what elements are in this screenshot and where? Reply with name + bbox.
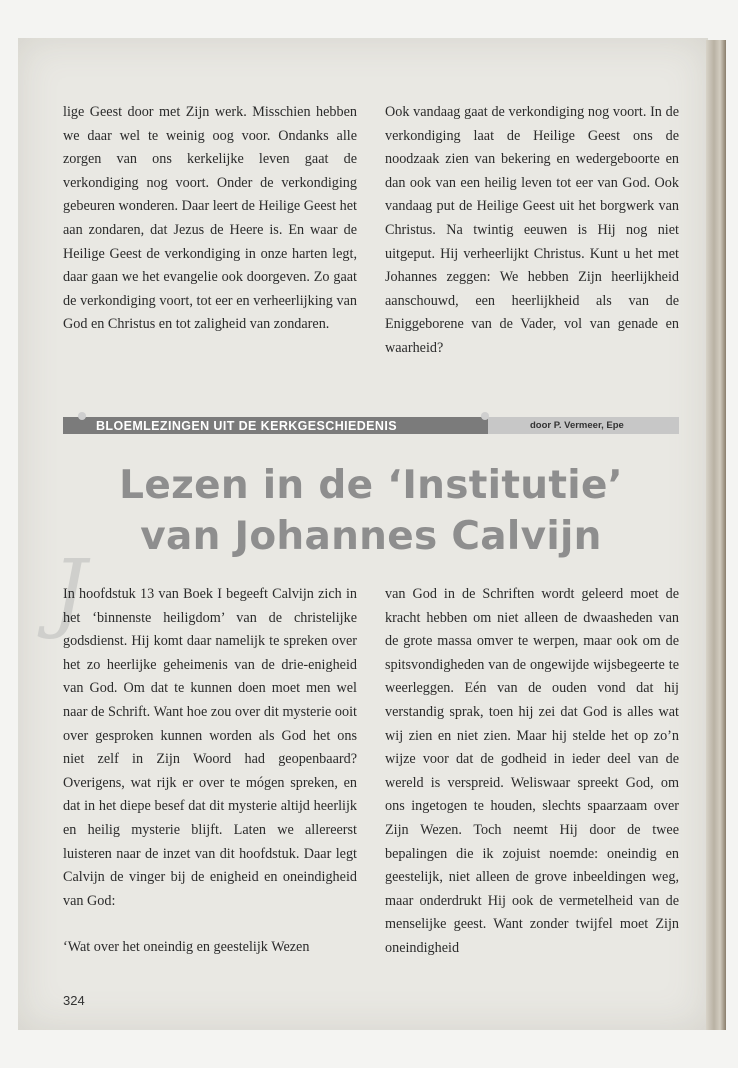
article-headline	[63, 460, 679, 562]
top-left-column	[63, 101, 357, 337]
top-right-column	[385, 101, 679, 361]
author-byline: door P. Vermeer, Epe	[530, 420, 624, 431]
body-right-column	[385, 583, 679, 961]
bullet-icon	[78, 412, 86, 420]
bullet-icon	[481, 412, 489, 420]
book-spine-edge	[706, 40, 726, 1030]
paragraph: Ook vandaag gaat de verkondiging nog voort. In de verkondiging laat de Heilige Geest ons de noodzaak zien van bekering en wedergeboorte en dan ook van een heilig leven tot eer van God. Ook vandaag put de Heilige Geest uit het borgwerk van Christus. Na twintig eeuwen is Hij nog niet uitgeput. Hij verheerlijkt Christus. Kunt u het met Johannes zeggen: We hebben Zijn heerlijkheid aanschouwd, een heerlijkheid als van de Eniggeborene van de Vader, vol van genade en waarheid?	[385, 104, 679, 356]
paragraph: ‘Wat over het oneindig en geestelijk Wezen	[63, 939, 310, 956]
body-left-column	[63, 583, 357, 960]
paragraph: In hoofdstuk 13 van Boek I begeeft Calvijn zich in het ‘binnenste heiligdom’ van de christelijke godsdienst. Hij komt daar namelijk te spreken over het zo heerlijke geheimenis van de drie-enigheid van God. Om dat te kunnen doen moet men wel naar de Schrift. Want hoe zou over dit mysterie ooit over gesproken kunnen worden als God het ons niet zelf in Zijn Woord had geopenbaard? Overigens, wat rijk er over te mógen spreken, en dat in het diepe besef dat dit mysterie altijd heerlijk en heilig mysterie blijft. Laten we allereerst luisteren naar de inzet van dit hoofdstuk. Daar legt Calvijn de vinger bij de enigheid en oneindigheid van God:	[63, 586, 357, 909]
headline-line-2: van Johannes Calvijn	[140, 514, 602, 559]
page-number: 324	[63, 993, 85, 1008]
paragraph: van God in de Schriften wordt geleerd moet de kracht hebben om niet alleen de dwaasheden van de grote massa omver te werpen, maar ook om de spitsvondigheden van de ongewijde wijsbegeerte te weerleggen. Eén van de ouden vond dat hij verstandig sprak, toen hij zei dat God is alles wat wij zien en niet zien. Maar hij stelde het op zo’n wijze voor dat de godheid in ieder deel van de wereld is verspreid. Weliswaar spreekt God, om ons ingetogen te houden, slechts spaarzaam over Zijn Wezen. Toch neemt Hij door de twee bepalingen die ik zojuist noemde: oneindig en geestelijk, niet alleen de grove inbeeldingen weg, maar onderdrukt Hij ook de vermetelheid van de menselijke geest. Want zonder twijfel moet Zijn oneindigheid	[385, 586, 679, 956]
headline-line-1: Lezen in de ‘Institutie’	[119, 463, 623, 508]
section-banner	[63, 417, 679, 434]
section-banner-author-bar	[488, 417, 679, 434]
section-title: BLOEMLEZINGEN UIT DE KERKGESCHIEDENIS	[96, 418, 397, 433]
paragraph: lige Geest door met Zijn werk. Misschien hebben we daar wel te weinig oog voor. Ondanks alle zorgen van ons kerkelijke leven gaat de verkondiging nog voort. Onder de verkondiging gebeuren wonderen. Daar leert de Heilige Geest het aan zondaren, dat Jezus de Heere is. En waar de Heilige Geest de verkondiging in onze harten legt, daar gaan we het evangelie ook doorgeven. Zo gaat de verkondiging voort, tot eer en verheerlijking van God en Christus en tot zaligheid van zondaren.	[63, 104, 357, 333]
section-banner-title-bar	[63, 417, 488, 434]
drop-cap: J	[52, 542, 87, 642]
